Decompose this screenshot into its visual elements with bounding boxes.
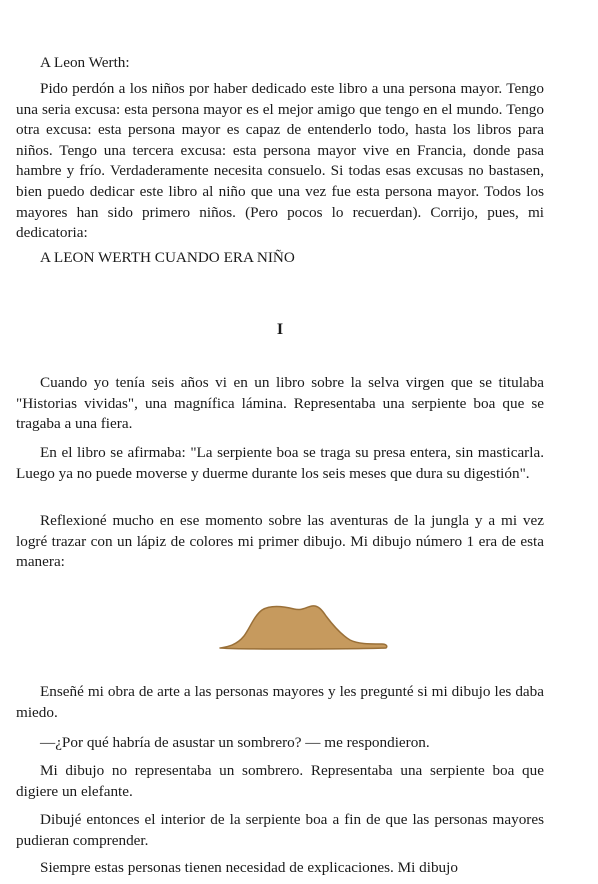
dedication-salutation: A Leon Werth: [40,54,130,71]
chapter-paragraph-2: En el libro se afirmaba: "La serpiente boa se traga su presa entera, sin masticarla. Luego ya no puede moverse y duerme durante los seis meses que dura su digestión". [16,444,544,482]
chapter-number: I [276,321,284,338]
chapter-paragraph-3: Reflexioné mucho en ese momento sobre las aventuras de la jungla y a mi vez logré trazar con un lápiz de colores mi primer dibujo. Mi dibujo número 1 era de esta manera: [16,512,544,571]
boa-body-shape [220,606,387,649]
dedication-body: Pido perdón a los niños por haber dedicado este libro a una persona mayor. Tengo una seria excusa: esta persona mayor es el mejor amigo que tengo en el mundo. Tengo otra excusa: esta persona mayor es capaz de entenderlo todo, hasta los libros para niños. Tengo una tercera excusa: esta persona mayor vive en Francia, donde pasa hambre y frío. Verdaderamente necesita consuelo. Si todas esas excusas no bastasen, bien puedo dedicar este libro al niño que una vez fue esta persona mayor. Todos los mayores han sido primero niños. (Pero pocos lo recuerdan). Corrijo, pues, mi dedicatoria: [16,80,544,242]
chapter-paragraph-7: Dibujé entonces el interior de la serpiente boa a fin de que las personas mayores pudieran comprender. [16,811,544,849]
chapter-paragraph-8: Siempre estas personas tienen necesidad de explicaciones. Mi dibujo [40,859,458,876]
chapter-paragraph-1: Cuando yo tenía seis años vi en un libro sobre la selva virgen que se titulaba "Historias vividas", una magnífica lámina. Representaba una serpiente boa que se tragaba a una fiera. [16,374,544,433]
boa-drawing-figure [146,576,426,676]
chapter-paragraph-5: —¿Por qué habría de asustar un sombrero? — me respondieron. [40,734,430,751]
chapter-paragraph-4: Enseñé mi obra de arte a las personas mayores y les pregunté si mi dibujo les daba miedo. [16,683,544,721]
dedication-revised: A LEON WERTH CUANDO ERA NIÑO [40,249,295,266]
boa-constrictor-drawing [146,576,426,676]
chapter-paragraph-6: Mi dibujo no representaba un sombrero. Representaba una serpiente boa que digiere un elefante. [16,762,544,800]
